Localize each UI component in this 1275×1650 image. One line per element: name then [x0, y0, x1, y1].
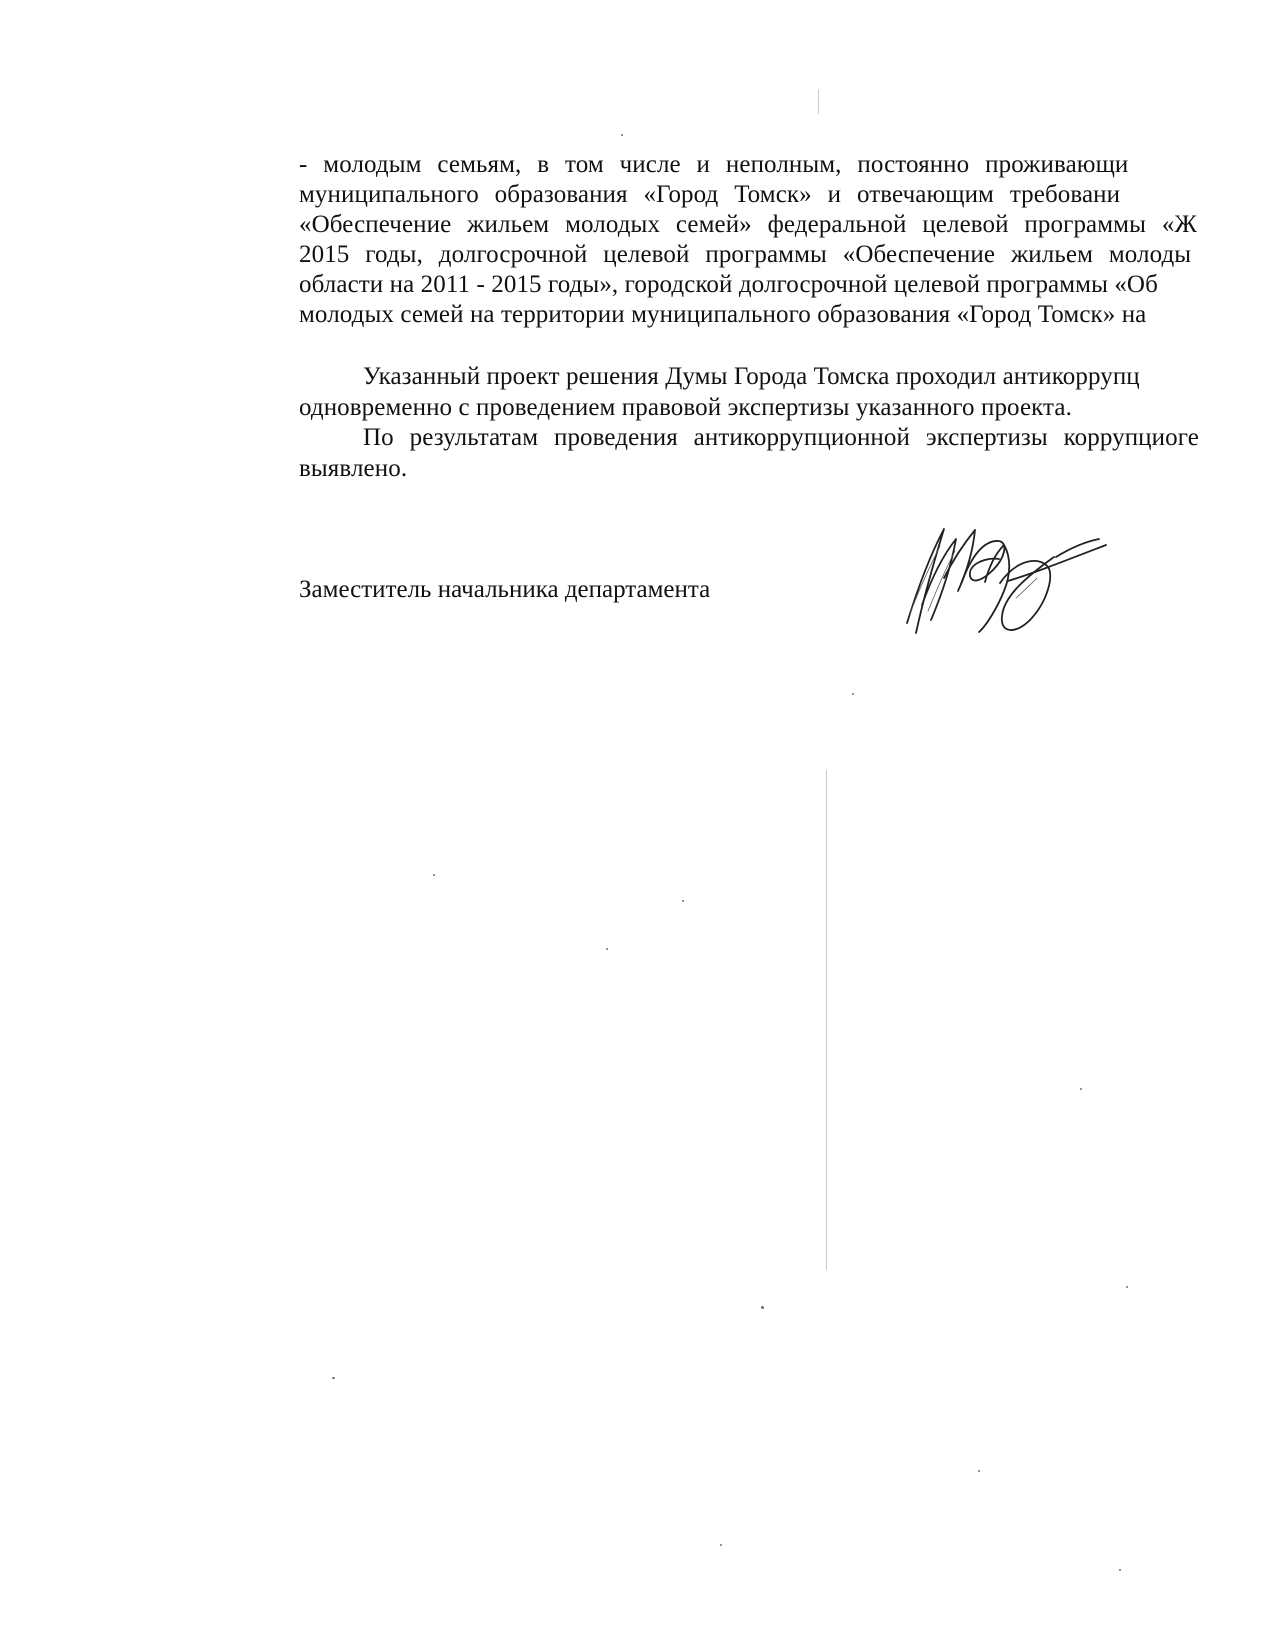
- scan-artifact-line: [826, 770, 827, 1270]
- scan-speck: [761, 1306, 764, 1309]
- paragraph-line-5: области на 2011 - 2015 годы», городской долгосрочной целевой программы «Об: [299, 271, 1158, 298]
- signer-title: Заместитель начальника департамента: [299, 576, 711, 603]
- paragraph-line-3: «Обеспечение жильем молодых семей» федеральной целевой программы «Ж: [299, 211, 1197, 238]
- scan-speck: [621, 134, 623, 136]
- paragraph-line-1: - молодым семьям, в том числе и неполным, постоянно проживающи: [299, 151, 1129, 178]
- scan-speck: [682, 900, 684, 902]
- expertise-line-2: одновременно с проведением правовой экспертизы указанного проекта.: [299, 394, 1072, 421]
- scan-speck: [433, 874, 435, 876]
- scan-speck: [332, 1377, 335, 1379]
- scan-artifact-line: [818, 89, 819, 114]
- paragraph-line-2: муниципального образования «Город Томск» и отвечающим требовани: [299, 181, 1121, 208]
- result-line-2: выявлено.: [299, 455, 408, 482]
- paragraph-line-6: молодых семей на территории муниципального образования «Город Томск» на: [299, 301, 1147, 328]
- scan-speck: [720, 1544, 722, 1546]
- paragraph-line-4: 2015 годы, долгосрочной целевой программы «Обеспечение жильем молоды: [299, 241, 1192, 268]
- expertise-line-1: Указанный проект решения Думы Города Томска проходил антикоррупц: [363, 363, 1140, 390]
- handwritten-signature: [888, 512, 1118, 644]
- scan-speck: [1119, 1569, 1121, 1571]
- scan-speck: [606, 948, 608, 950]
- scan-speck: [978, 1470, 980, 1472]
- scan-speck: [852, 693, 854, 695]
- result-line-1: По результатам проведения антикоррупционной экспертизы коррупциоге: [363, 424, 1199, 451]
- scan-speck: [1126, 1286, 1128, 1288]
- scan-speck: [1080, 1088, 1082, 1090]
